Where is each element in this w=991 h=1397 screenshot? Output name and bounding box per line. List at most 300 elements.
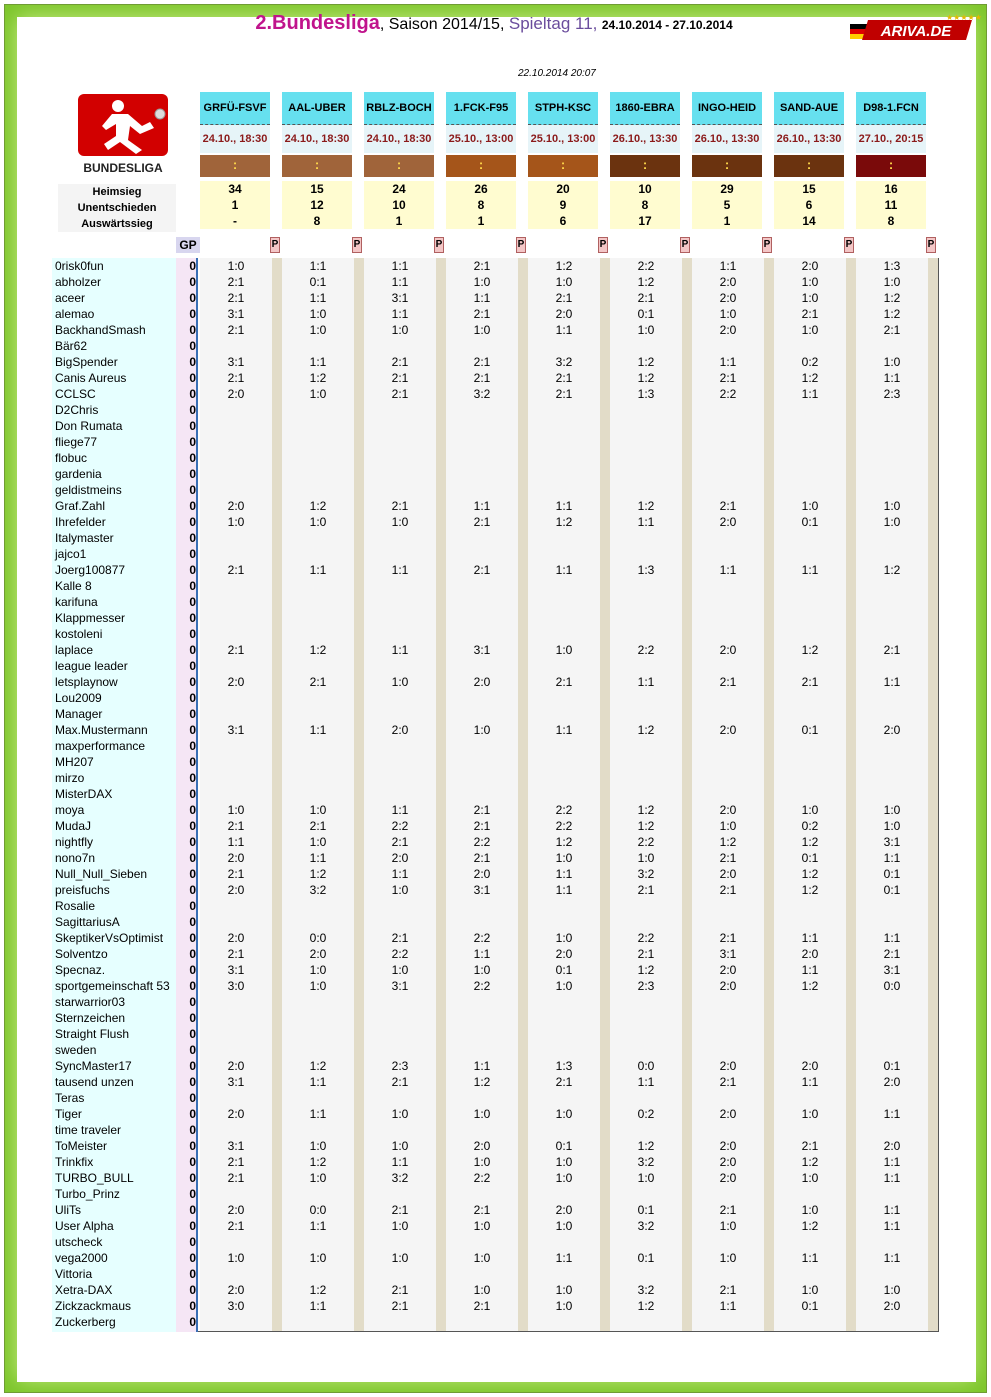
player-tip: 2:0 [801,1059,819,1073]
player-tip: 1:0 [309,1139,327,1153]
player-gp: 0 [189,787,196,801]
player-name: letsplaynow [55,675,118,689]
player-gp: 0 [189,963,196,977]
table-row [52,1154,939,1170]
player-tip: 2:1 [719,1283,737,1297]
player-tip: 1:1 [309,563,327,577]
player-tip: 1:1 [309,1219,327,1233]
player-gp: 0 [189,611,196,625]
match-date: 26.10., 13:30 [774,125,844,153]
player-tip: 1:2 [309,1283,327,1297]
player-tip: 2:2 [473,835,491,849]
player-gp: 0 [189,835,196,849]
points-header: P [926,237,936,253]
player-name: Specnaz. [55,963,106,977]
player-name: nono7n [55,851,96,865]
player-name: Klappmesser [55,611,126,625]
table-row [52,674,939,690]
table-row [52,738,939,754]
player-tip: 1:0 [309,307,327,321]
player-name: maxperformance [55,739,146,753]
player-gp: 0 [189,579,196,593]
player-name: BackhandSmash [55,323,146,337]
player-tip: 3:2 [637,1219,655,1233]
player-tip: 0:1 [637,307,655,321]
player-tip: 2:3 [391,1059,409,1073]
player-tip: 1:2 [637,963,655,977]
table-row [52,418,939,434]
table-row [52,626,939,642]
player-tip: 1:0 [719,1219,737,1233]
player-tip: 2:0 [555,307,573,321]
player-tip: 2:1 [227,371,245,385]
player-tip: 1:0 [637,323,655,337]
home-win-count: 20 [556,182,570,196]
table-row [52,866,939,882]
player-gp: 0 [189,355,196,369]
player-tip: 1:2 [883,291,901,305]
player-name: UliTs [55,1203,81,1217]
player-gp: 0 [189,979,196,993]
player-tip: 0:1 [801,1299,819,1313]
player-tip: 2:2 [555,819,573,833]
player-tip: 1:2 [883,563,901,577]
player-tip: 2:0 [555,1203,573,1217]
table-row [52,1186,939,1202]
player-tip: 1:0 [391,675,409,689]
player-tip: 3:1 [227,1075,245,1089]
player-tip: 1:0 [801,275,819,289]
player-tip: 3:2 [555,355,573,369]
player-gp: 0 [189,1107,196,1121]
player-tip: 1:1 [801,963,819,977]
player-tip: 2:1 [719,675,737,689]
player-tip: 2:1 [637,291,655,305]
player-name: Don Rumata [55,419,123,433]
player-tip: 2:1 [719,851,737,865]
player-tip: 1:0 [555,1283,573,1297]
player-tip: 1:1 [309,723,327,737]
player-tip: 1:3 [637,563,655,577]
player-tip: 3:2 [309,883,327,897]
player-tip: 3:2 [637,867,655,881]
player-tip: 2:0 [719,1155,737,1169]
table-row [52,498,939,514]
player-gp: 0 [189,435,196,449]
player-tip: 3:0 [227,1299,245,1313]
player-tip: 1:1 [883,371,901,385]
player-tip: 2:1 [555,371,573,385]
player-tip: 2:1 [555,387,573,401]
away-win-count: 1 [477,214,485,228]
player-gp: 0 [189,739,196,753]
match-column [692,92,762,229]
player-tip: 1:1 [555,323,573,337]
table-row [52,1138,939,1154]
player-tip: 0:0 [309,931,327,945]
player-tip: 2:2 [391,947,409,961]
player-gp: 0 [189,707,196,721]
player-gp: 0 [189,1171,196,1185]
player-gp: 0 [189,675,196,689]
player-tip: 2:2 [637,835,655,849]
player-gp: 0 [189,1203,196,1217]
player-tip: 3:1 [473,883,491,897]
player-tip: 2:0 [719,803,737,817]
player-tip: 1:2 [801,371,819,385]
player-tip: 2:1 [227,323,245,337]
player-tip: 1:0 [227,259,245,273]
player-name: alemao [55,307,95,321]
player-tip: 0:1 [883,867,901,881]
player-tip: 1:2 [637,803,655,817]
player-name: tausend unzen [55,1075,134,1089]
stats-labels [58,184,176,232]
points-header: P [680,237,690,253]
table-row [52,338,939,354]
match-code: INGO-HEID [692,92,762,125]
player-gp: 0 [189,547,196,561]
match-result: : [774,155,844,177]
player-tip: 2:1 [555,1075,573,1089]
player-tip: 2:1 [227,867,245,881]
player-tip: 2:1 [473,515,491,529]
player-tip: 1:2 [309,1155,327,1169]
player-tip: 3:1 [473,643,491,657]
player-gp: 0 [189,563,196,577]
player-gp: 0 [189,515,196,529]
player-tip: 2:0 [801,259,819,273]
player-tip: 1:0 [473,1107,491,1121]
player-gp: 0 [189,1267,196,1281]
points-header: P [598,237,608,253]
table-row [52,354,939,370]
home-win-label: Heimsieg [92,186,142,198]
player-tip: 1:0 [391,515,409,529]
player-tip: 1:2 [309,1059,327,1073]
player-tip: 1:0 [473,1155,491,1169]
table-row [52,994,939,1010]
table-row [52,450,939,466]
player-tip: 1:0 [555,643,573,657]
table-row [52,722,939,738]
page-title [0,12,988,35]
player-tip: 1:1 [801,563,819,577]
player-tip: 2:0 [719,515,737,529]
player-tip: 1:1 [309,259,327,273]
player-name: Lou2009 [55,691,102,705]
player-name: Rosalie [55,899,96,913]
player-tip: 2:1 [637,883,655,897]
player-tip: 1:2 [801,1219,819,1233]
player-tip: 1:0 [309,963,327,977]
player-tip: 1:1 [883,1203,901,1217]
player-tip: 0:0 [637,1059,655,1073]
player-tip: 2:2 [391,819,409,833]
player-tip: 2:1 [309,675,327,689]
player-tip: 0:2 [801,819,819,833]
player-tip: 2:1 [227,291,245,305]
player-gp: 0 [189,803,196,817]
player-tip: 1:1 [473,1059,491,1073]
player-name: moya [55,803,85,817]
gp-header: GP [176,237,200,253]
player-tip: 1:0 [473,275,491,289]
match-code: AAL-UBER [282,92,352,125]
player-tip: 0:2 [637,1107,655,1121]
player-name: TURBO_BULL [55,1171,134,1185]
points-header: P [352,237,362,253]
table-row [52,786,939,802]
player-tip: 1:1 [309,1107,327,1121]
player-tip: 1:0 [801,323,819,337]
player-tip: 1:0 [473,1251,491,1265]
player-tip: 2:0 [227,1283,245,1297]
player-tip: 3:1 [719,947,737,961]
player-tip: 1:1 [637,1075,655,1089]
player-tip: 1:0 [801,803,819,817]
player-name: Null_Null_Sieben [55,867,148,881]
player-tip: 1:0 [555,1299,573,1313]
player-gp: 0 [189,259,196,273]
match-column [446,92,516,229]
table-row [52,578,939,594]
home-win-count: 10 [638,182,652,196]
player-tip: 2:1 [227,275,245,289]
player-tip: 1:0 [637,851,655,865]
match-date: 25.10., 13:00 [446,125,516,153]
player-tip: 2:0 [719,979,737,993]
player-tip: 2:0 [719,1171,737,1185]
player-gp: 0 [189,467,196,481]
player-gp: 0 [189,723,196,737]
player-name: BigSpender [55,355,118,369]
draw-count: 11 [884,198,898,212]
table-row [52,1058,939,1074]
match-stats [610,181,680,229]
player-tip: 1:1 [719,259,737,273]
away-win-count: 1 [723,214,731,228]
player-tip: 2:0 [473,1139,491,1153]
player-tip: 1:1 [801,1251,819,1265]
player-name: Trinkfix [55,1155,94,1169]
match-column [528,92,598,229]
player-tip: 1:1 [801,1075,819,1089]
player-tip: 2:0 [227,931,245,945]
player-tip: 1:0 [883,355,901,369]
player-tip: 2:1 [227,819,245,833]
table-row [52,306,939,322]
player-tip: 1:0 [391,963,409,977]
player-gp: 0 [189,1139,196,1153]
player-gp: 0 [189,339,196,353]
player-name: 0risk0fun [55,259,104,273]
player-tip: 1:2 [883,307,901,321]
table-row [52,882,939,898]
player-tip: 1:0 [883,1283,901,1297]
player-tip: 2:1 [473,851,491,865]
player-tip: 1:0 [555,275,573,289]
player-tip: 1:2 [637,355,655,369]
player-tip: 3:1 [227,355,245,369]
table-row [52,386,939,402]
player-tip: 3:1 [391,291,409,305]
player-tip: 1:0 [309,515,327,529]
player-name: Zuckerberg [55,1315,116,1329]
player-gp: 0 [189,1299,196,1313]
player-name: Teras [55,1091,85,1105]
draw-count: 8 [641,198,649,212]
player-tip: 2:2 [719,387,737,401]
player-tip: 1:0 [473,723,491,737]
svg-text:ARIVA.DE: ARIVA.DE [880,23,952,40]
away-win-label: Auswärtssieg [81,218,153,230]
player-name: Joerg100877 [55,563,126,577]
player-tip: 1:1 [883,1219,901,1233]
table-row [52,706,939,722]
player-tip: 1:0 [309,1251,327,1265]
match-result: : [610,155,680,177]
match-stats [364,181,434,229]
player-tip: 1:0 [391,323,409,337]
player-gp: 0 [189,899,196,913]
match-stats [446,181,516,229]
points-header: P [516,237,526,253]
player-gp: 0 [189,483,196,497]
player-tip: 2:2 [637,643,655,657]
player-tip: 1:1 [719,563,737,577]
player-gp: 0 [189,947,196,961]
player-name: SagittariusA [55,915,120,929]
player-name: abholzer [55,275,102,289]
date-range: 24.10.2014 - 27.10.2014 [601,18,733,32]
table-row [52,1298,939,1314]
player-gp: 0 [189,1027,196,1041]
player-tip: 2:1 [309,819,327,833]
player-tip: 0:1 [883,1059,901,1073]
player-tip: 1:1 [637,515,655,529]
player-tip: 2:1 [473,259,491,273]
player-tip: 1:1 [309,291,327,305]
player-tip: 2:0 [473,867,491,881]
player-tip: 2:1 [391,1283,409,1297]
table-row [52,370,939,386]
match-stats [282,181,352,229]
table-row [52,402,939,418]
draw-count: 10 [392,198,406,212]
player-tip: 1:1 [309,355,327,369]
match-result: : [856,155,926,177]
player-tip: 2:1 [719,1075,737,1089]
match-date: 24.10., 18:30 [364,125,434,153]
home-win-count: 15 [310,182,324,196]
player-tip: 2:1 [227,1171,245,1185]
player-gp: 0 [189,755,196,769]
player-tip: 1:0 [473,1219,491,1233]
player-tip: 1:0 [309,1171,327,1185]
player-gp: 0 [189,1283,196,1297]
player-tip: 2:0 [391,723,409,737]
player-tip: 2:1 [391,387,409,401]
player-tip: 1:0 [883,499,901,513]
player-tip: 2:3 [637,979,655,993]
player-tip: 2:1 [801,307,819,321]
player-gp: 0 [189,1011,196,1025]
player-gp: 0 [189,419,196,433]
player-tip: 1:1 [637,675,655,689]
match-result: : [692,155,762,177]
player-tip: 3:2 [637,1155,655,1169]
player-gp: 0 [189,1235,196,1249]
player-name: fliege77 [55,435,98,449]
player-tip: 1:2 [801,867,819,881]
player-gp: 0 [189,1251,196,1265]
player-tip: 1:1 [391,1155,409,1169]
table-row [52,690,939,706]
player-tip: 2:0 [883,723,901,737]
player-tip: 1:1 [473,291,491,305]
player-tip: 1:2 [801,979,819,993]
player-name: karifuna [55,595,98,609]
player-name: Straight Flush [55,1027,130,1041]
player-name: Manager [55,707,103,721]
player-tip: 0:1 [555,963,573,977]
away-win-count: 1 [395,214,403,228]
draw-count: 8 [477,198,485,212]
player-tip: 1:3 [555,1059,573,1073]
player-tip: 1:2 [637,1299,655,1313]
player-tip: 1:1 [309,1075,327,1089]
player-name: Zickzackmaus [55,1299,132,1313]
player-tip: 2:1 [473,819,491,833]
league-title: 2.Bundesliga [255,12,380,34]
player-name: Max.Mustermann [55,723,148,737]
player-tip: 1:0 [555,1155,573,1169]
player-tip: 2:1 [391,835,409,849]
player-gp: 0 [189,1123,196,1137]
player-gp: 0 [189,915,196,929]
table-row [52,514,939,530]
player-gp: 0 [189,323,196,337]
table-row [52,978,939,994]
player-name: vega2000 [55,1251,108,1265]
player-tip: 1:1 [391,867,409,881]
player-tip: 1:2 [555,515,573,529]
player-tip: 2:0 [883,1139,901,1153]
player-tip: 1:2 [801,1155,819,1169]
player-gp: 0 [189,1315,196,1329]
player-tip: 3:0 [227,979,245,993]
table-row [52,850,939,866]
player-tip: 1:2 [637,371,655,385]
player-tip: 2:1 [719,931,737,945]
draw-count: 12 [310,198,324,212]
player-tip: 1:0 [719,1251,737,1265]
player-tip: 2:1 [473,1299,491,1313]
player-name: gardenia [55,467,102,481]
player-tip: 1:0 [555,851,573,865]
player-tip: 2:1 [227,1219,245,1233]
player-tip: 1:0 [391,1139,409,1153]
player-tip: 0:1 [637,1251,655,1265]
player-tip: 2:1 [883,947,901,961]
player-tip: 3:1 [883,963,901,977]
player-gp: 0 [189,1075,196,1089]
player-tip: 2:1 [473,563,491,577]
match-column [282,92,352,229]
match-date: 25.10., 13:00 [528,125,598,153]
player-name: Italymaster [55,531,114,545]
